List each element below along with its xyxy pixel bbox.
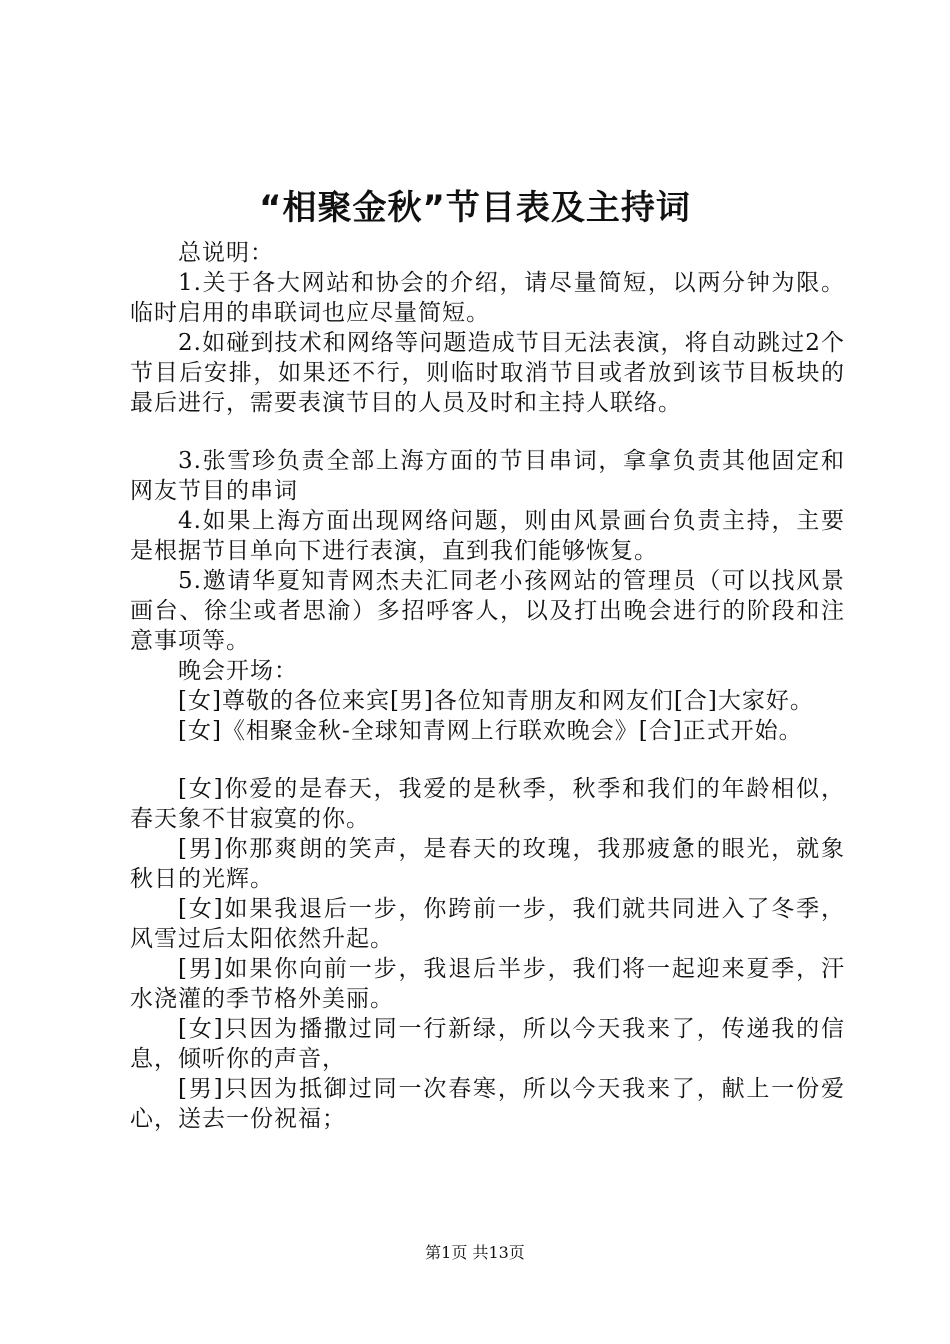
paragraph-opening-start: [女]《相聚金秋-全球知青网上行联欢晚会》[合]正式开始。 — [178, 718, 803, 744]
paragraph-dialogue-2: [男]你那爽朗的笑声，是春天的玫瑰，我那疲惫的眼光，就象秋日的光辉。 — [130, 836, 845, 892]
paragraph-dialogue-6: [男]只因为抵御过同一次春寒，所以今天我来了，献上一份爱心，送去一份祝福； — [130, 1076, 845, 1132]
paragraph-note-2: 2.如碰到技术和网络等问题造成节目无法表演，将自动跳过2个节目后安排，如果还不行，则临时取消节目或者放到该节目板块的最后进行，需要表演节目的人员及时和主持人联络。 — [130, 330, 845, 416]
paragraph-dialogue-5: [女]只因为播撒过同一行新绿，所以今天我来了，传递我的信息，倾听你的声音， — [130, 1016, 845, 1072]
paragraph-opening-heading: 晚会开场： — [178, 658, 298, 684]
paragraph-note-1: 1.关于各大网站和协会的介绍，请尽量简短，以两分钟为限。临时启用的串联词也应尽量简短。 — [130, 270, 845, 326]
page-number-footer: 第1页 共13页 — [425, 1243, 525, 1262]
paragraph-note-4: 4.如果上海方面出现网络问题，则由风景画台负责主持，主要是根据节目单向下进行表演，直到我们能够恢复。 — [130, 508, 845, 564]
paragraph-note-3: 3.张雪珍负责全部上海方面的节目串词，拿拿负责其他固定和网友节目的串词 — [130, 448, 845, 504]
paragraph-opening-greeting: [女]尊敬的各位来宾[男]各位知青朋友和网友们[合]大家好。 — [178, 688, 814, 714]
document-title: “相聚金秋”节目表及主持词 — [259, 188, 691, 228]
document-body — [130, 238, 845, 1134]
paragraph-dialogue-1: [女]你爱的是春天，我爱的是秋季，秋季和我们的年龄相似，春天象不甘寂寞的你。 — [130, 776, 845, 832]
paragraph-dialogue-4: [男]如果你向前一步，我退后半步，我们将一起迎来夏季，汗水浇灌的季节格外美丽。 — [130, 956, 845, 1012]
paragraph-note-5: 5.邀请华夏知青网杰夫汇同老小孩网站的管理员（可以找风景画台、徐尘或者思渝）多招呼客人，以及打出晚会进行的阶段和注意事项等。 — [130, 568, 845, 654]
paragraph-general-notes-heading: 总说明： — [178, 240, 274, 266]
paragraph-dialogue-3: [女]如果我退后一步，你跨前一步，我们就共同进入了冬季，风雪过后太阳依然升起。 — [130, 896, 845, 952]
